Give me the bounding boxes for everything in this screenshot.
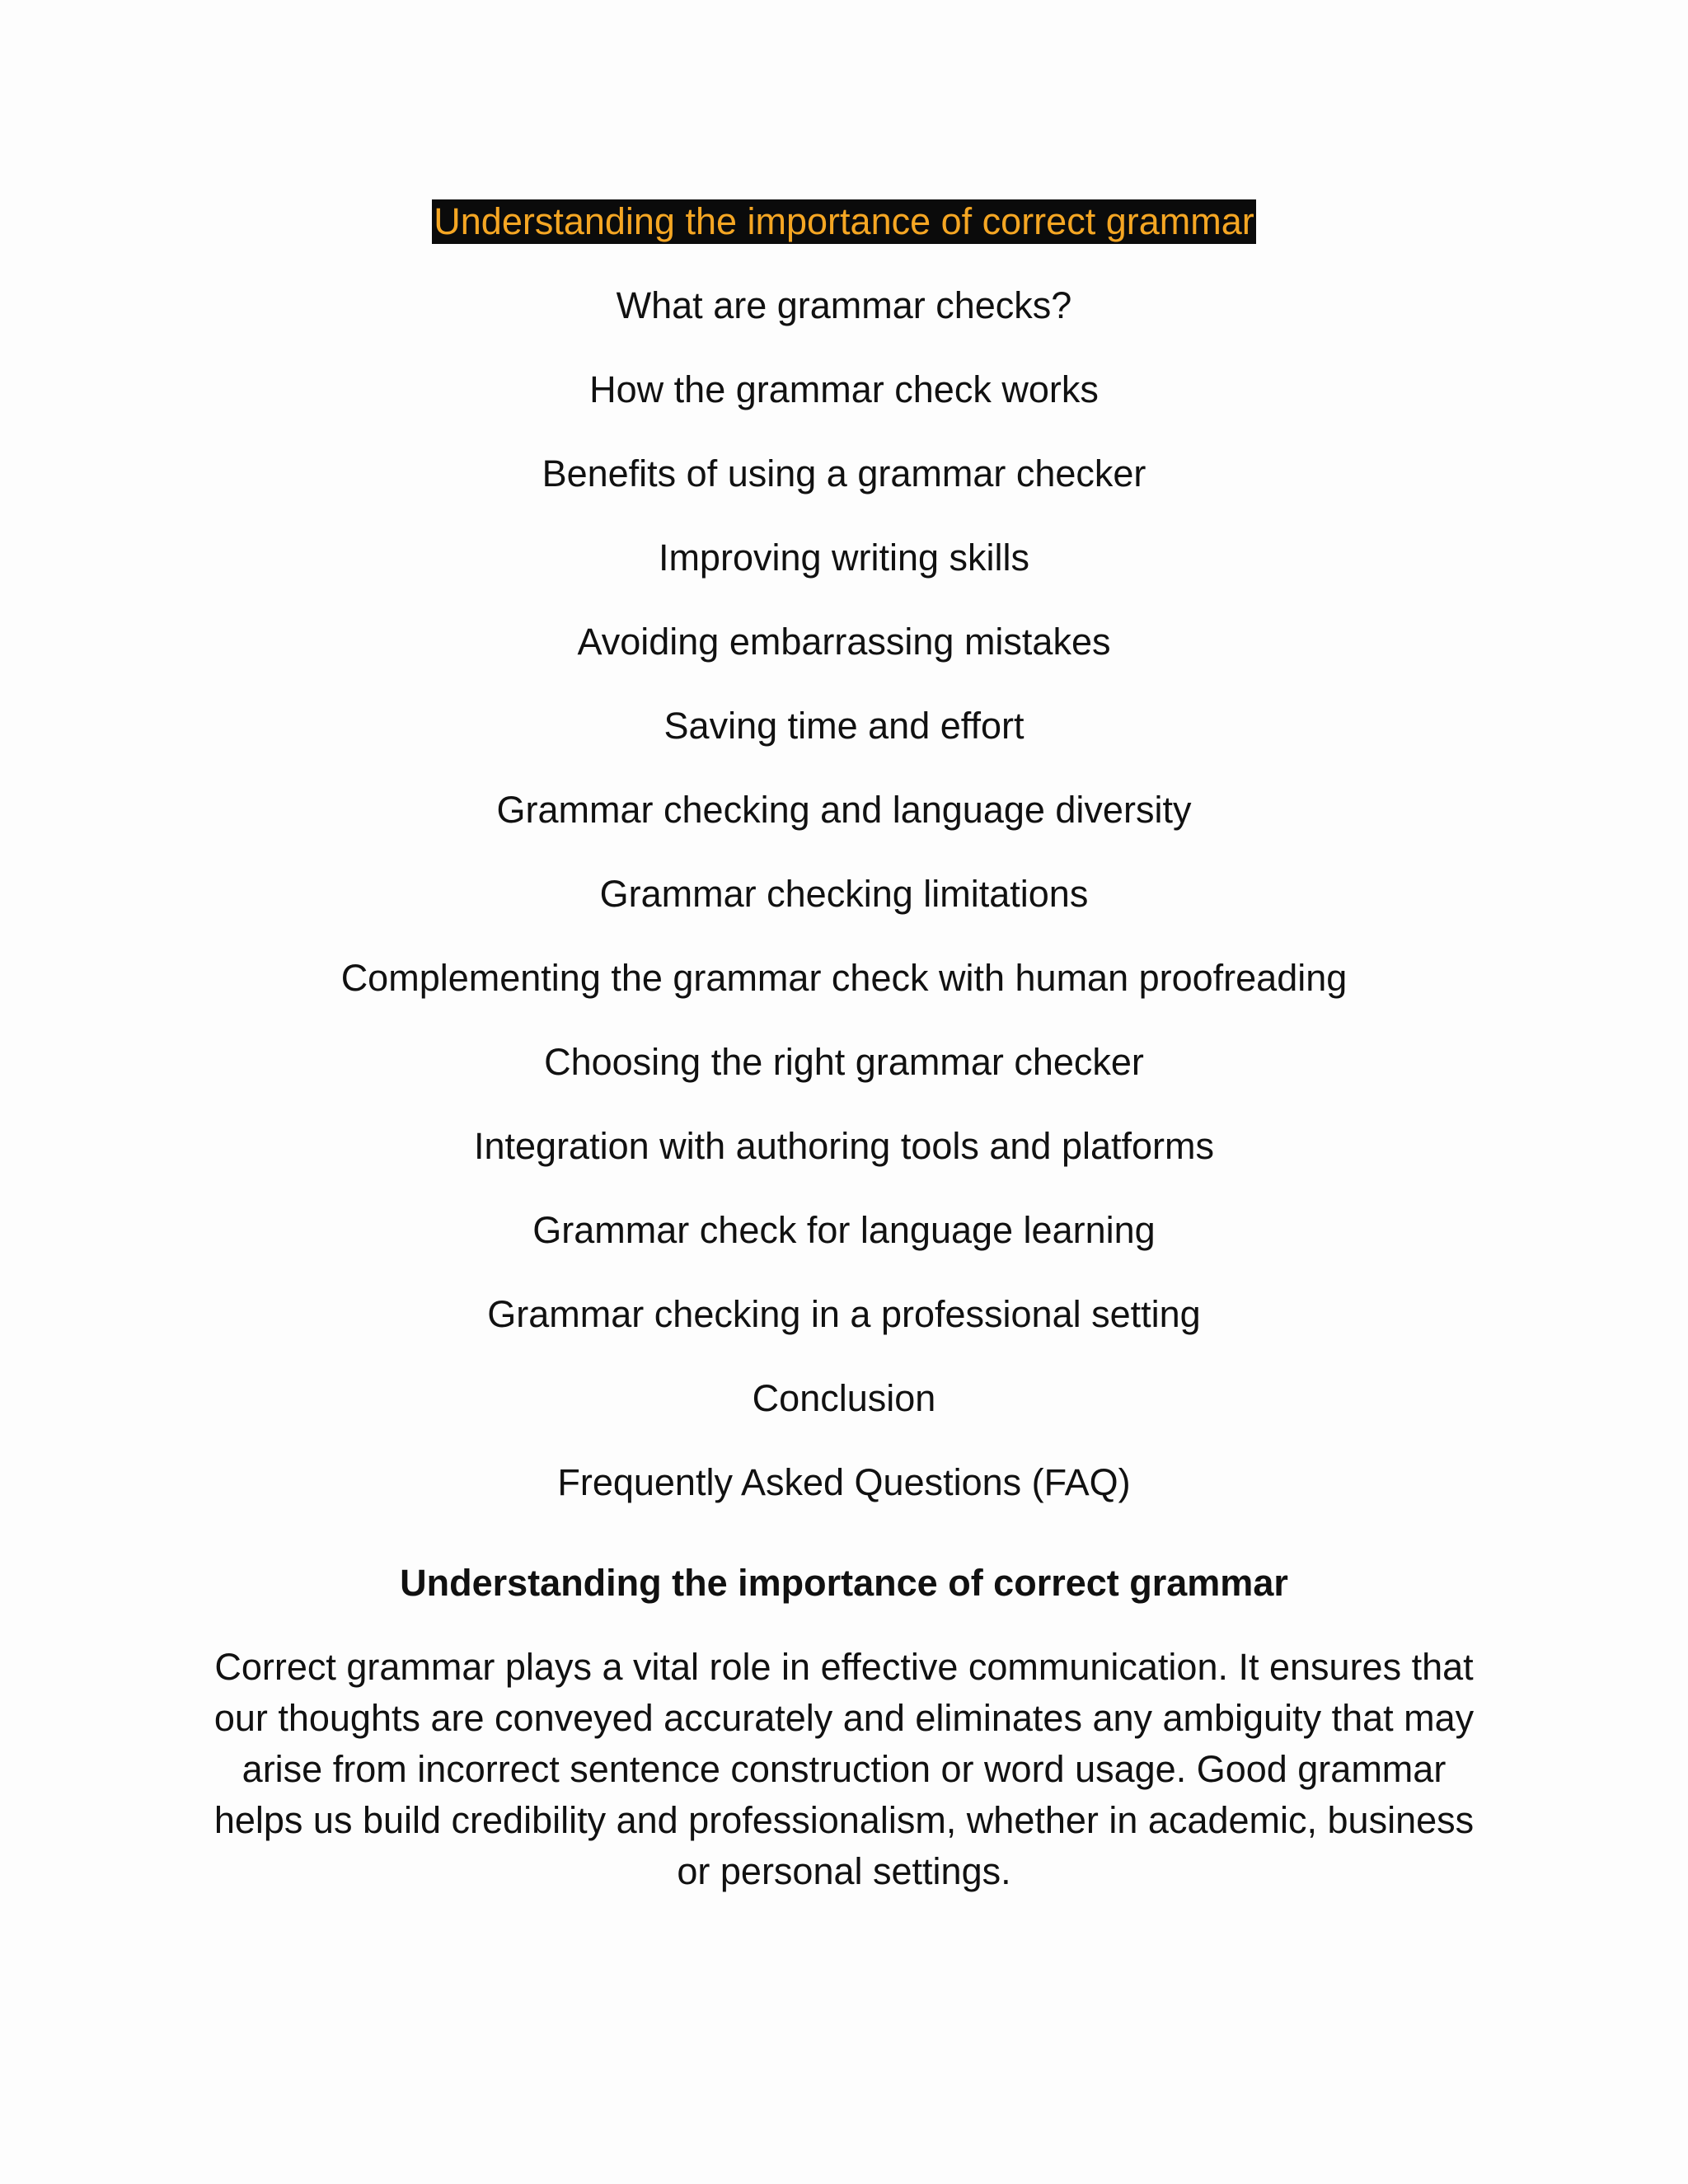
section-heading: Understanding the importance of correct grammar — [400, 1562, 1288, 1604]
toc-item[interactable] — [0, 363, 1688, 447]
toc-item-label: Conclusion — [752, 1377, 936, 1419]
toc-item-label: Choosing the right grammar checker — [544, 1041, 1144, 1083]
toc-item-label: Improving writing skills — [658, 537, 1030, 579]
toc-item[interactable] — [0, 1371, 1688, 1455]
toc-item[interactable] — [0, 447, 1688, 531]
toc-item[interactable] — [0, 531, 1688, 615]
toc-item[interactable] — [0, 783, 1688, 867]
toc-item[interactable] — [0, 1119, 1688, 1203]
toc-item-label: Grammar checking and language diversity — [496, 789, 1192, 831]
toc-item[interactable] — [0, 1287, 1688, 1371]
toc-item-label: How the grammar check works — [589, 368, 1099, 410]
toc-item[interactable] — [0, 279, 1688, 363]
toc-item[interactable] — [0, 867, 1688, 951]
toc-item-label: Benefits of using a grammar checker — [542, 452, 1146, 494]
section-body-paragraph: Correct grammar plays a vital role in effective communication. It ensures that our thoughts are conveyed accurately and eliminates any ambiguity that may arise from incorrect sentence construction or word usage. Good grammar helps us build credibility and professionalism, whether in academic, business or personal settings. — [213, 1646, 1475, 1892]
toc-item-label: Grammar checking in a professional setting — [487, 1293, 1201, 1335]
toc-item-label: Complementing the grammar check with human proofreading — [340, 957, 1348, 999]
toc-item-label: Saving time and effort — [663, 705, 1025, 747]
table-of-contents — [0, 194, 1688, 1540]
toc-item-label: Grammar checking limitations — [599, 873, 1089, 915]
toc-item[interactable] — [0, 1203, 1688, 1287]
toc-item-label: What are grammar checks? — [616, 284, 1072, 326]
toc-item-label: Frequently Asked Questions (FAQ) — [557, 1461, 1131, 1503]
toc-item-label: Integration with authoring tools and platforms — [473, 1125, 1215, 1167]
toc-item-label: Grammar check for language learning — [532, 1209, 1156, 1251]
toc-item[interactable] — [0, 1035, 1688, 1119]
toc-item[interactable] — [0, 699, 1688, 783]
toc-item[interactable] — [0, 615, 1688, 699]
toc-item-highlighted[interactable] — [0, 194, 1688, 279]
toc-item[interactable] — [0, 951, 1688, 1035]
toc-item-label: Avoiding embarrassing mistakes — [577, 621, 1111, 663]
toc-item[interactable] — [0, 1455, 1688, 1540]
toc-item-label: Understanding the importance of correct grammar — [434, 200, 1254, 242]
